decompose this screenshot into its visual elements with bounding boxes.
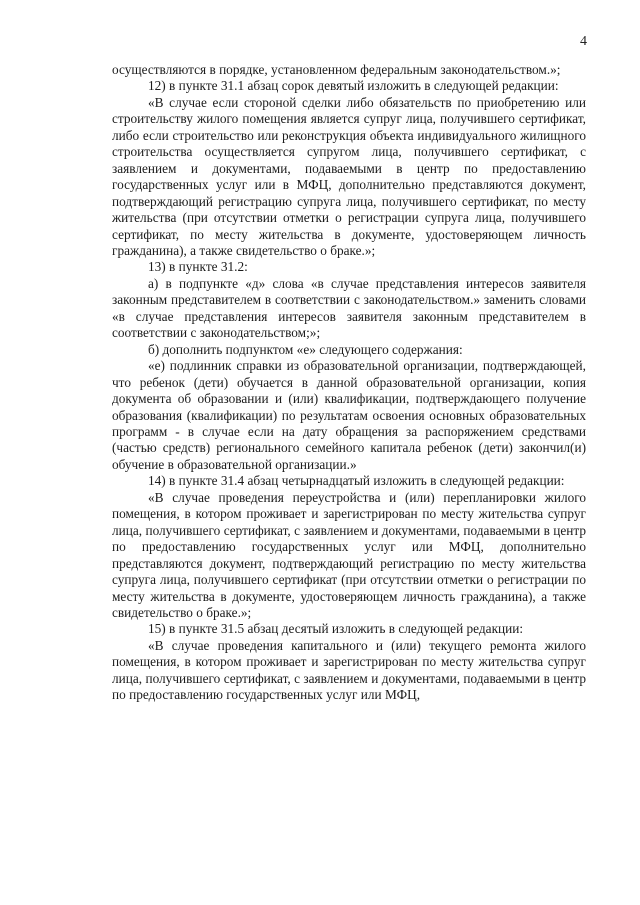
paragraph: а) в подпункте «д» слова «в случае представления интересов заявителя законным представителем в соответствии с законодательством.» заменить словами «в случае представления интересов заявителя законным представителем в соответствии с законодательством;»; <box>112 275 586 341</box>
page-number: 4 <box>580 34 587 49</box>
paragraph: «В случае если стороной сделки либо обязательств по приобретению или строительству жилого помещения является супруг лица, получившего сертификат, либо если строительство или реконструкция объекта индивидуального жилищного строительства осуществляется супругом лица, получившего сертификат, с заявлением и документами, подаваемыми в центр по предоставлению государственных услуг или в МФЦ, дополнительно представляются документ, подтверждающий регистрацию супруга лица, получившего сертификат, по месту жительства (при отсутствии отметки о регистрации супруга лица, получившего сертификат, по месту жительства в документе, удостоверяющем личность гражданина), а также свидетельство о браке.»; <box>112 94 586 258</box>
paragraph: 13) в пункте 31.2: <box>148 259 248 275</box>
paragraph: 12) в пункте 31.1 абзац сорок девятый изложить в следующей редакции: <box>148 78 559 94</box>
paragraph: «В случае проведения капитального и (или) текущего ремонта жилого помещения, в котором проживает и зарегистрирован по месту жительства супруг лица, получившего сертификат, с заявлением и документами, подаваемыми в центр по предоставлению государственных услуг или МФЦ, <box>112 637 586 703</box>
paragraph: 14) в пункте 31.4 абзац четырнадцатый изложить в следующей редакции: <box>148 473 565 489</box>
paragraph: «В случае проведения переустройства и (или) перепланировки жилого помещения, в котором проживает и зарегистрирован по месту жительства супруг лица, получившего сертификат, с заявлением и документами, подаваемыми в центр по предоставлению государственных услуг или МФЦ, дополнительно представляются документ, подтверждающий регистрацию по месту жительства супруга лица, получившего сертификат (при отсутствии отметки о регистрации по месту жительства в документе, удостоверяющем личность гражданина), а также свидетельство о браке.»; <box>112 489 586 620</box>
paragraph: «е) подлинник справки из образовательной организации, подтверждающей, что ребенок (дети) обучается в данной образовательной организации, копия документа об образовании и (или) квалификации, подтверждающего получение образования (квалификации) по результатам освоения основных образовательных программ - в случае если на дату обращения за распоряжением средствами (частью средств) регионального семейного капитала ребенок (дети) закончил(и) обучение в образовательной организации.» <box>112 358 586 472</box>
document-body <box>112 62 586 704</box>
paragraph: 15) в пункте 31.5 абзац десятый изложить в следующей редакции: <box>148 621 524 637</box>
paragraph: осуществляются в порядке, установленном федеральным законодательством.»; <box>112 62 561 77</box>
paragraph: б) дополнить подпунктом «е» следующего содержания: <box>148 341 463 357</box>
